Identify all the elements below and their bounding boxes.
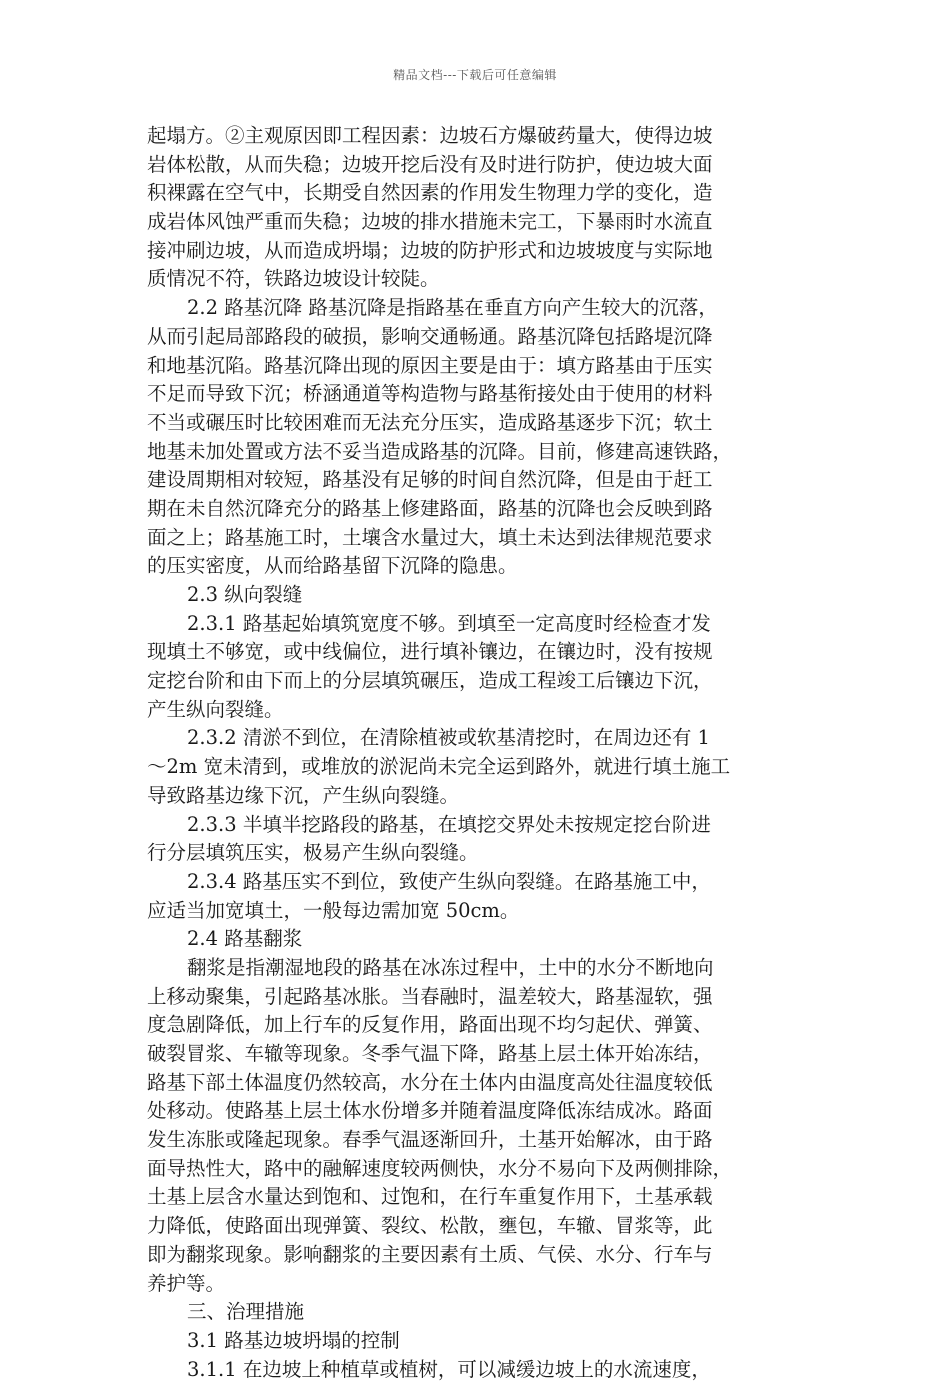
text-line: 的压实密度，从而给路基留下沉降的隐患。: [147, 554, 518, 578]
text-line: 和地基沉陷。路基沉降出现的原因主要是由于：填方路基由于压实: [147, 353, 713, 377]
text-line: 破裂冒浆、车辙等现象。冬季气温下降，路基上层土体开始冻结，: [147, 1042, 713, 1065]
text-line: 2.3.2 清淤不到位，在清除植被或软基清挖时，在周边还有 1: [187, 726, 710, 750]
text-line: 2.4 路基翻浆: [187, 927, 303, 951]
text-line: 不当或碾压时比较困难而无法充分压实，造成路基逐步下沉；软土: [147, 410, 713, 434]
text-line: 2.3.1 路基起始填筑宽度不够。到填至一定高度时经检查才发: [187, 611, 711, 635]
text-line: 土基上层含水量达到饱和、过饱和，在行车重复作用下，土基承载: [147, 1185, 713, 1209]
text-line: 面之上；路基施工时，土壤含水量过大，填土未达到法律规范要求: [147, 525, 713, 549]
text-line: 上移动聚集，引起路基冰胀。当春融时，温差较大，路基湿软，强: [147, 984, 713, 1008]
text-line: 2.3.3 半填半挖路段的路基，在填挖交界处未按规定挖台阶进: [187, 812, 711, 836]
text-line: 处移动。使路基上层土体水份增多并随着温度降低冻结成冰。路面: [147, 1099, 713, 1123]
text-line: 度急剧降低，加上行车的反复作用，路面出现不均匀起伏、弹簧、: [147, 1013, 713, 1037]
text-line: 从而引起局部路段的破损，影响交通畅通。路基沉降包括路堤沉降: [147, 324, 713, 348]
text-line: 积裸露在空气中，长期受自然因素的作用发生物理力学的变化，造: [147, 181, 713, 205]
text-line: 路基下部土体温度仍然较高，水分在土体内由温度高处往温度较低: [147, 1070, 713, 1094]
document-body: [147, 122, 807, 1384]
text-line: 发生冻胀或隆起现象。春季气温逐渐回升，土基开始解冰，由于路: [147, 1128, 713, 1152]
text-line: 3.1.1 在边坡上种植草或植树，可以减缓边坡上的水流速度，: [187, 1357, 711, 1381]
text-line: 接冲刷边坡，从而造成坍塌；边坡的防护形式和边坡坡度与实际地: [147, 238, 713, 262]
text-line: 成岩体风蚀严重而失稳；边坡的排水措施未完工，下暴雨时水流直: [147, 210, 713, 234]
text-line: 岩体松散，从而失稳；边坡开挖后没有及时进行防护，使边坡大面: [147, 152, 713, 176]
text-line: ～2m 宽未清到，或堆放的淤泥尚未完全运到路外，就进行填土施工: [147, 755, 731, 779]
text-line: 起塌方。②主观原因即工程因素：边坡石方爆破药量大，使得边坡: [147, 124, 713, 147]
text-line: 地基未加处置或方法不妥当造成路基的沉降。目前，修建高速铁路，: [147, 439, 733, 463]
text-line: 不足而导致下沉；桥涵通道等构造物与路基衔接处由于使用的材料: [147, 382, 713, 406]
text-line: 2.3.4 路基压实不到位，致使产生纵向裂缝。在路基施工中，: [187, 869, 711, 893]
text-line: 面导热性大，路中的融解速度较两侧快，水分不易向下及两侧排除，: [147, 1156, 733, 1180]
text-line: 期在未自然沉降充分的路基上修建路面，路基的沉降也会反映到路: [147, 496, 713, 520]
text-line: 质情况不符，铁路边坡设计较陡。: [147, 267, 440, 291]
text-line: 即为翻浆现象。影响翻浆的主要因素有土质、气侯、水分、行车与: [147, 1242, 713, 1266]
text-line: 定挖台阶和由下而上的分层填筑碾压，造成工程竣工后镶边下沉，: [147, 669, 713, 693]
text-line: 3.1 路基边坡坍塌的控制: [187, 1328, 400, 1352]
text-line: 养护等。: [147, 1271, 226, 1295]
text-line: 2.3 纵向裂缝: [187, 583, 303, 606]
text-line: 应适当加宽填土，一般每边需加宽 50cm。: [147, 898, 520, 922]
text-line: 翻浆是指潮湿地段的路基在冰冻过程中，土中的水分不断地向: [187, 955, 714, 979]
text-line: 产生纵向裂缝。: [147, 697, 284, 721]
text-line: 行分层填筑压实，极易产生纵向裂缝。: [147, 841, 479, 865]
text-line: 三、治理措施: [187, 1300, 305, 1324]
text-line: 建设周期相对较短，路基没有足够的时间自然沉降，但是由于赶工: [147, 468, 713, 492]
text-line: 导致路基边缘下沉，产生纵向裂缝。: [147, 783, 460, 807]
text-line: 2.2 路基沉降 路基沉降是指路基在垂直方向产生较大的沉落，: [187, 296, 718, 320]
text-line: 力降低，使路面出现弹簧、裂纹、松散，壅包，车辙、冒浆等，此: [147, 1214, 713, 1238]
text-line: 现填土不够宽，或中线偏位，进行填补镶边，在镶边时，没有按规: [147, 640, 713, 664]
page-header: 精品文档---下载后可任意编辑: [393, 68, 557, 82]
